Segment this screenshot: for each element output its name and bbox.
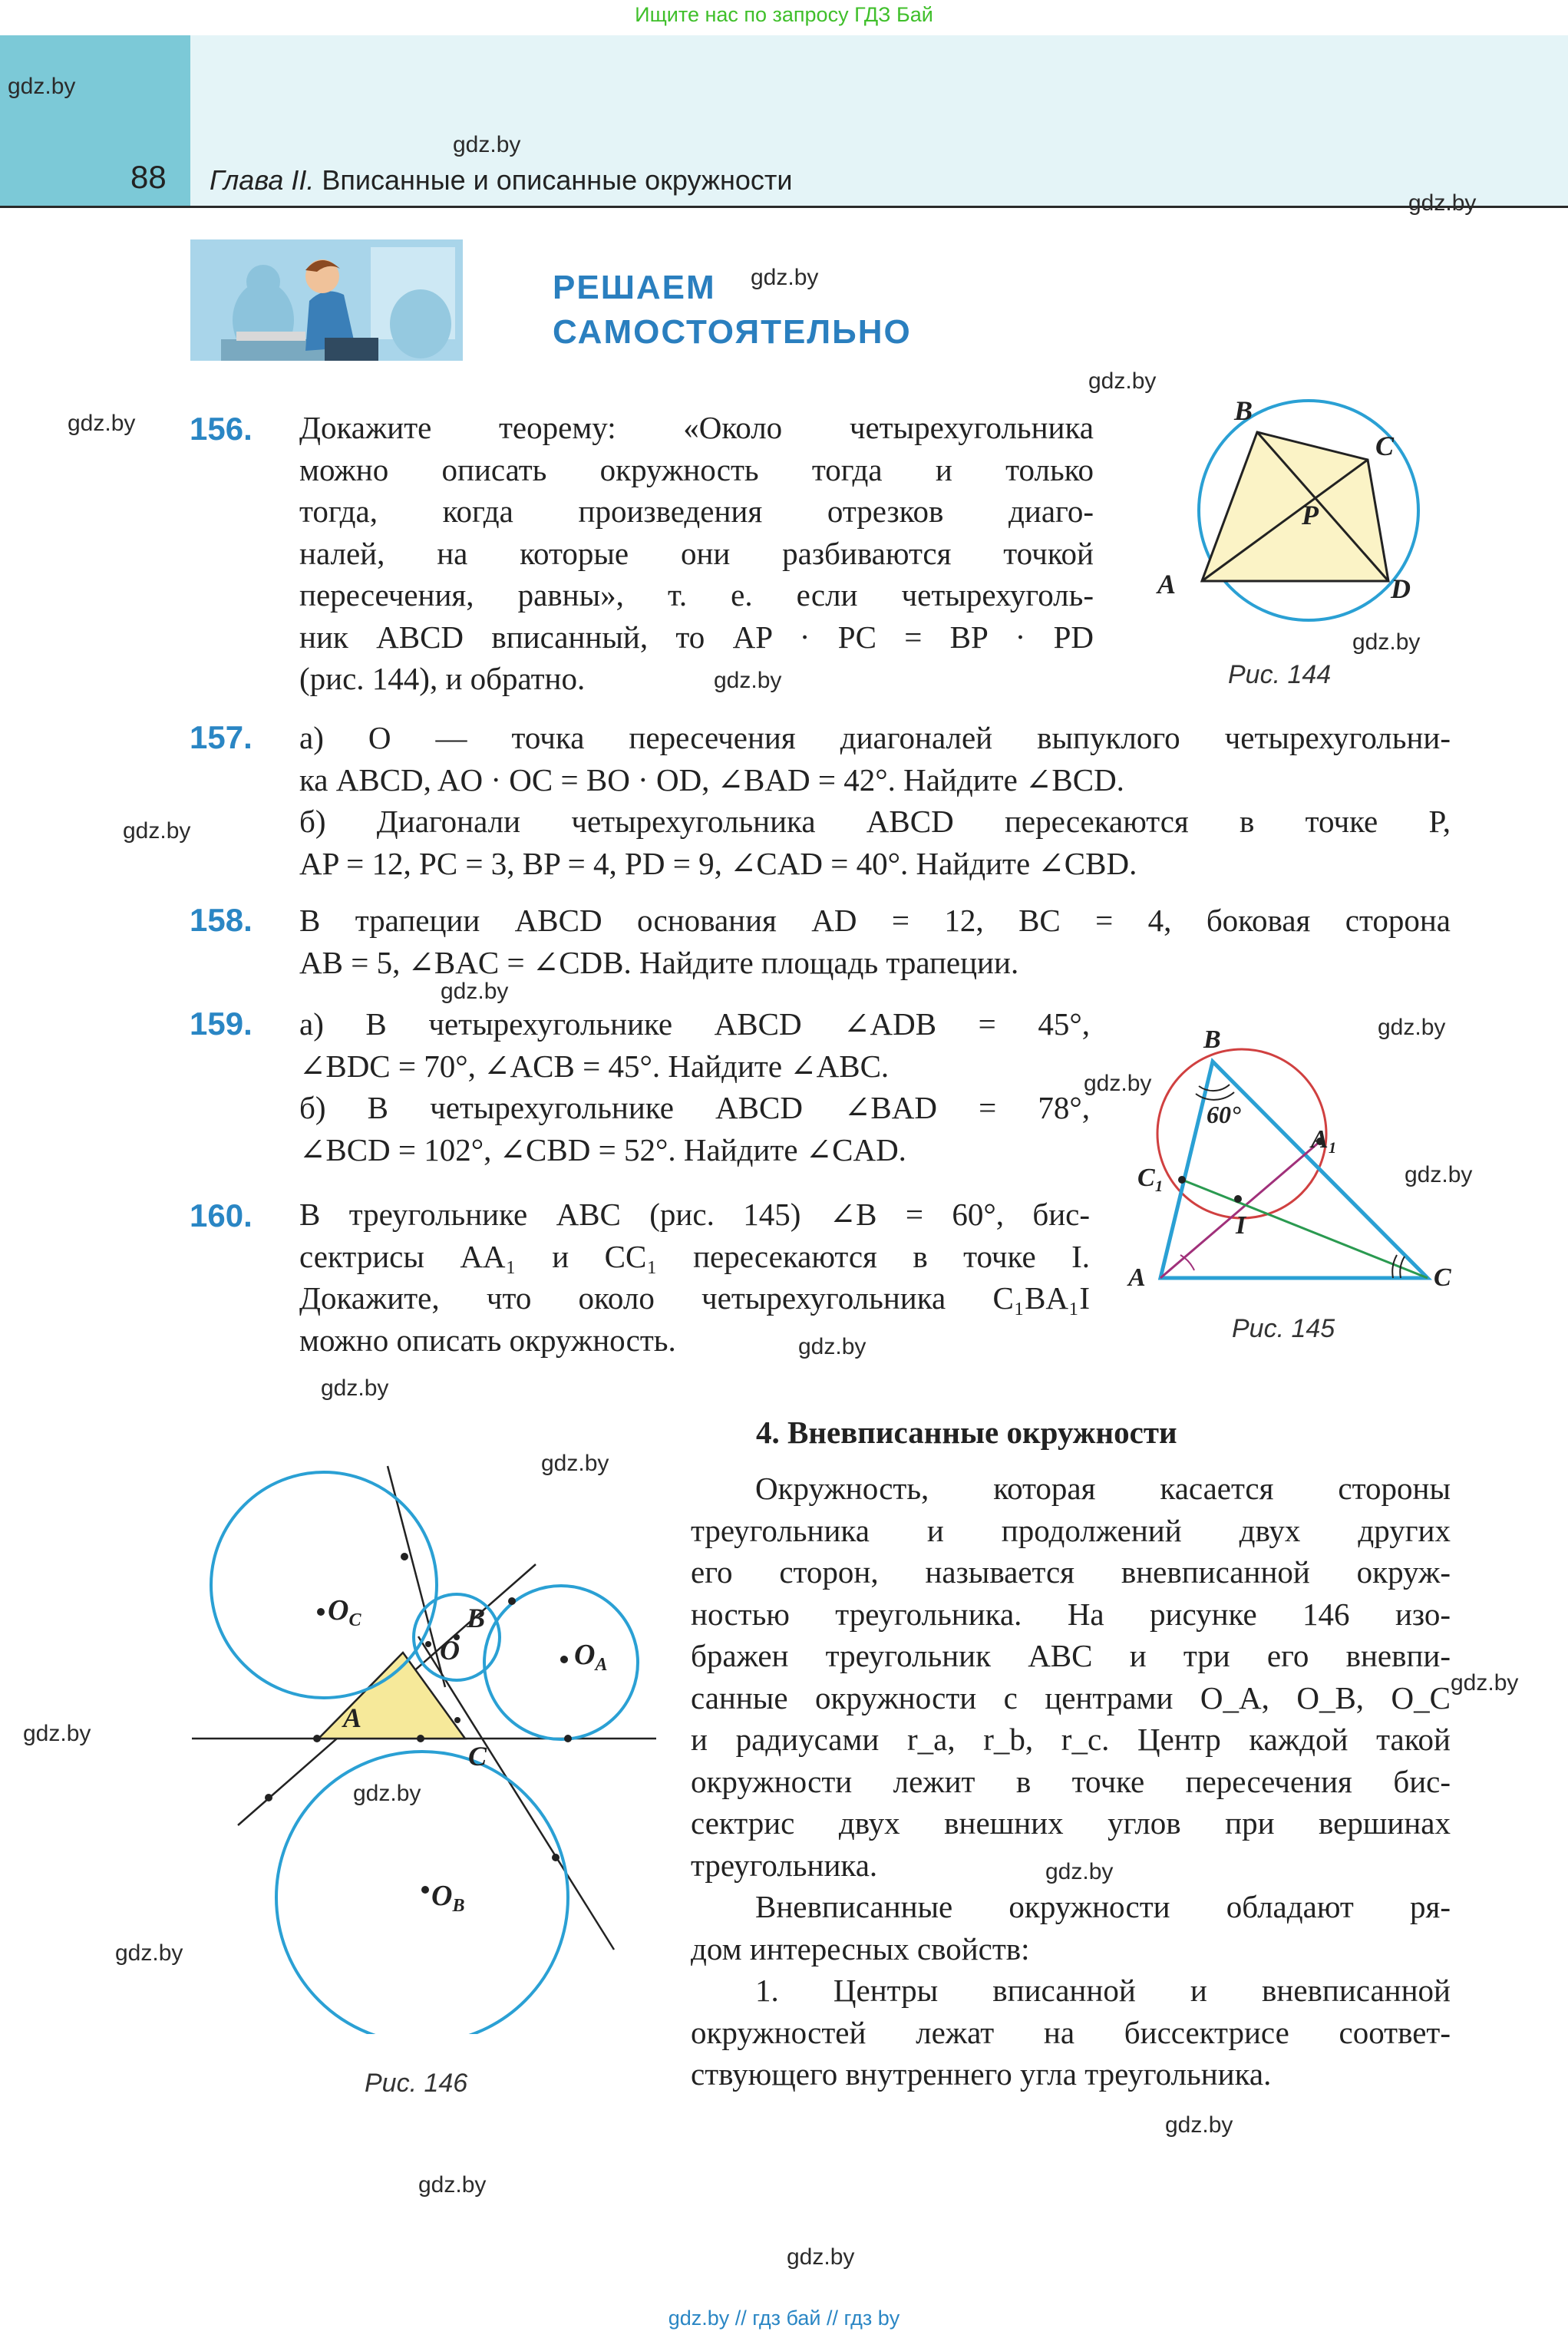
watermark: gdz.by	[1352, 629, 1421, 655]
problem-156-text	[299, 407, 1094, 700]
footer-links[interactable]: gdz.by // гдз бай // гдз by	[668, 2307, 900, 2330]
label-O-C	[328, 1594, 361, 1630]
watermark: gdz.by	[23, 1721, 91, 1746]
watermark: gdz.by	[418, 2172, 487, 2198]
theory-line: санные окружности с центрами O_A, O_B, O_C	[691, 1679, 1451, 1716]
section-title-line1: РЕШАЕМ	[553, 269, 716, 306]
theory-line: треугольника.	[691, 1847, 878, 1883]
label-angle-60: 60°	[1207, 1101, 1241, 1128]
label-B: B	[1234, 395, 1253, 426]
problem-157-text	[299, 717, 1451, 884]
problem-160-line: Докажите, что около четырехугольника C₁BA₁I	[299, 1280, 1090, 1316]
figure-146	[184, 1458, 675, 2034]
watermark: gdz.by	[1045, 1859, 1114, 1884]
watermark: gdz.by	[1378, 1015, 1446, 1040]
theory-line: окружностей лежат на биссектрисе соответ-	[691, 2014, 1451, 2050]
theory-line: бражен треугольник ABC и три его вневпи-	[691, 1638, 1451, 1673]
watermark: gdz.by	[1088, 368, 1157, 394]
problem-156-line: пересечения, равны», т. е. если четырехуголь-	[299, 577, 1094, 613]
figure-146-caption: Рис. 146	[365, 2069, 468, 2098]
watermark: gdz.by	[787, 2244, 855, 2270]
label-D: D	[1391, 573, 1411, 604]
watermark: gdz.by	[68, 411, 136, 436]
problem-number-159: 159.	[190, 1006, 253, 1042]
label-A1: A₁	[1311, 1125, 1338, 1154]
chapter-name: Вписанные и описанные окружности	[322, 164, 793, 196]
theory-text	[691, 1468, 1451, 2095]
problem-number-157: 157.	[190, 719, 253, 755]
problem-number-156: 156.	[190, 411, 253, 447]
problem-157-line: а) O — точка пересечения диагоналей выпуклого четырехугольни-	[299, 720, 1451, 755]
watermark: gdz.by	[1405, 1162, 1473, 1187]
problem-159-line: ∠BCD = 102°, ∠CBD = 52°. Найдите ∠CAD.	[299, 1131, 906, 1167]
section-title-line2: САМОСТОЯТЕЛЬНО	[553, 313, 912, 351]
watermark: gdz.by	[541, 1451, 609, 1476]
chapter-prefix: Глава II.	[210, 164, 315, 196]
label-A: A	[1157, 569, 1177, 599]
watermark: gdz.by	[123, 818, 191, 844]
theory-line: ствующего внутреннего угла треугольника.	[691, 2056, 1272, 2092]
problem-159-text	[299, 1003, 1090, 1171]
theory-line: Вневписанные окружности обладают ря-	[755, 1889, 1451, 1924]
watermark: gdz.by	[8, 74, 76, 99]
label-O: O	[431, 1880, 453, 1912]
theory-line: Окружность, которая касается стороны	[755, 1471, 1451, 1506]
figure-144	[1144, 395, 1420, 626]
problem-156-line: ник ABCD вписанный, то AP · PC = BP · PD	[299, 619, 1094, 655]
page-number: 88	[130, 159, 167, 195]
label-O-B	[431, 1880, 464, 1916]
label-C: C	[1375, 431, 1395, 461]
label-C1: C₁	[1137, 1164, 1164, 1192]
label-C: C	[468, 1741, 487, 1772]
theory-line: 1. Центры вписанной и вневписанной	[755, 1973, 1451, 2008]
theory-line: и радиусами r_a, r_b, r_c. Центр каждой такой	[691, 1722, 1451, 1757]
label-A: A	[1128, 1263, 1146, 1292]
label-subscript-C: C	[348, 1610, 361, 1630]
student-illustration	[190, 239, 463, 361]
label-C: C	[1434, 1263, 1451, 1292]
watermark: gdz.by	[1408, 190, 1477, 216]
theory-line: треугольника и продолжений двух других	[691, 1512, 1451, 1548]
watermark: gdz.by	[353, 1781, 421, 1806]
problem-160-line: можно описать окружность.	[299, 1322, 676, 1358]
watermark: gdz.by	[115, 1940, 183, 1966]
problem-156-line: налей, на которые они разбиваются точкой	[299, 535, 1094, 571]
figure-144-caption: Рис. 144	[1228, 660, 1332, 689]
theory-heading: 4. Вневписанные окружности	[756, 1415, 1177, 1450]
problem-158-text	[299, 900, 1451, 983]
problem-157-line: б) Диагонали четырехугольника ABCD пересекаются в точке P,	[299, 804, 1451, 839]
label-O: O	[440, 1635, 460, 1666]
problem-number-158: 158.	[190, 902, 253, 938]
problem-158-line: AB = 5, ∠BAC = ∠CDB. Найдите площадь трапеции.	[299, 944, 1019, 980]
watermark: gdz.by	[714, 668, 782, 693]
problem-158-line: В трапеции ABCD основания AD = 12, BC = 4, боковая сторона	[299, 903, 1451, 938]
problem-156-line: (рис. 144), и обратно.	[299, 661, 586, 696]
problem-157-line: ка ABCD, AO · OC = BO · OD, ∠BAD = 42°. Найдите ∠BCD.	[299, 761, 1124, 797]
label-O: O	[574, 1639, 596, 1671]
watermark: gdz.by	[321, 1375, 389, 1401]
watermark: gdz.by	[1451, 1670, 1519, 1696]
theory-line: окружности лежит в точке пересечения бис-	[691, 1763, 1451, 1799]
problem-156-line: можно описать окружность тогда и только	[299, 451, 1094, 487]
label-P: P	[1302, 500, 1319, 530]
label-I: I	[1236, 1211, 1246, 1240]
problem-160-line: сектрисы AA₁ и CC₁ пересекаются в точке I.	[299, 1238, 1090, 1274]
theory-line: дом интересных свойств:	[691, 1930, 1030, 1966]
watermark: gdz.by	[751, 265, 819, 290]
theory-line: его сторон, называется вневписанной окруж-	[691, 1554, 1451, 1590]
theory-line: сектрис двух внешних углов при вершинах	[691, 1805, 1451, 1841]
watermark: gdz.by	[798, 1334, 867, 1359]
watermark: gdz.by	[1084, 1071, 1152, 1096]
chapter-title	[210, 164, 792, 196]
problem-159-line: ∠BDC = 70°, ∠ACB = 45°. Найдите ∠ABC.	[299, 1048, 890, 1084]
top-banner[interactable]: Ищите нас по запросу ГДЗ Бай	[635, 3, 933, 26]
label-subscript-A: A	[595, 1655, 608, 1675]
label-O-A	[574, 1639, 607, 1675]
problem-159-line: б) В четырехугольнике ABCD ∠BAD = 78°,	[299, 1090, 1090, 1125]
problem-160-line: В треугольнике ABC (рис. 145) ∠B = 60°, бис-	[299, 1197, 1090, 1232]
problem-160-text	[299, 1194, 1090, 1361]
header-rule	[0, 206, 1568, 208]
problem-159-line: а) В четырехугольнике ABCD ∠ADB = 45°,	[299, 1006, 1090, 1042]
watermark: gdz.by	[441, 979, 509, 1004]
label-A: A	[343, 1702, 362, 1733]
watermark: gdz.by	[453, 132, 521, 157]
problem-156-line: Докажите теорему: «Около четырехугольника	[299, 410, 1094, 445]
problem-number-160: 160.	[190, 1197, 253, 1233]
theory-line: ностью треугольника. На рисунке 146 изо-	[691, 1596, 1451, 1632]
label-subscript-B: B	[452, 1896, 465, 1916]
watermark: gdz.by	[1165, 2112, 1233, 2138]
problem-156-line: тогда, когда произведения отрезков диаго-	[299, 494, 1094, 529]
label-B: B	[467, 1603, 486, 1633]
label-B: B	[1203, 1025, 1221, 1054]
label-O: O	[328, 1594, 349, 1626]
problem-157-line: AP = 12, PC = 3, BP = 4, PD = 9, ∠CAD = 40°. Найдите ∠CBD.	[299, 845, 1137, 881]
figure-145-caption: Рис. 145	[1232, 1314, 1335, 1343]
